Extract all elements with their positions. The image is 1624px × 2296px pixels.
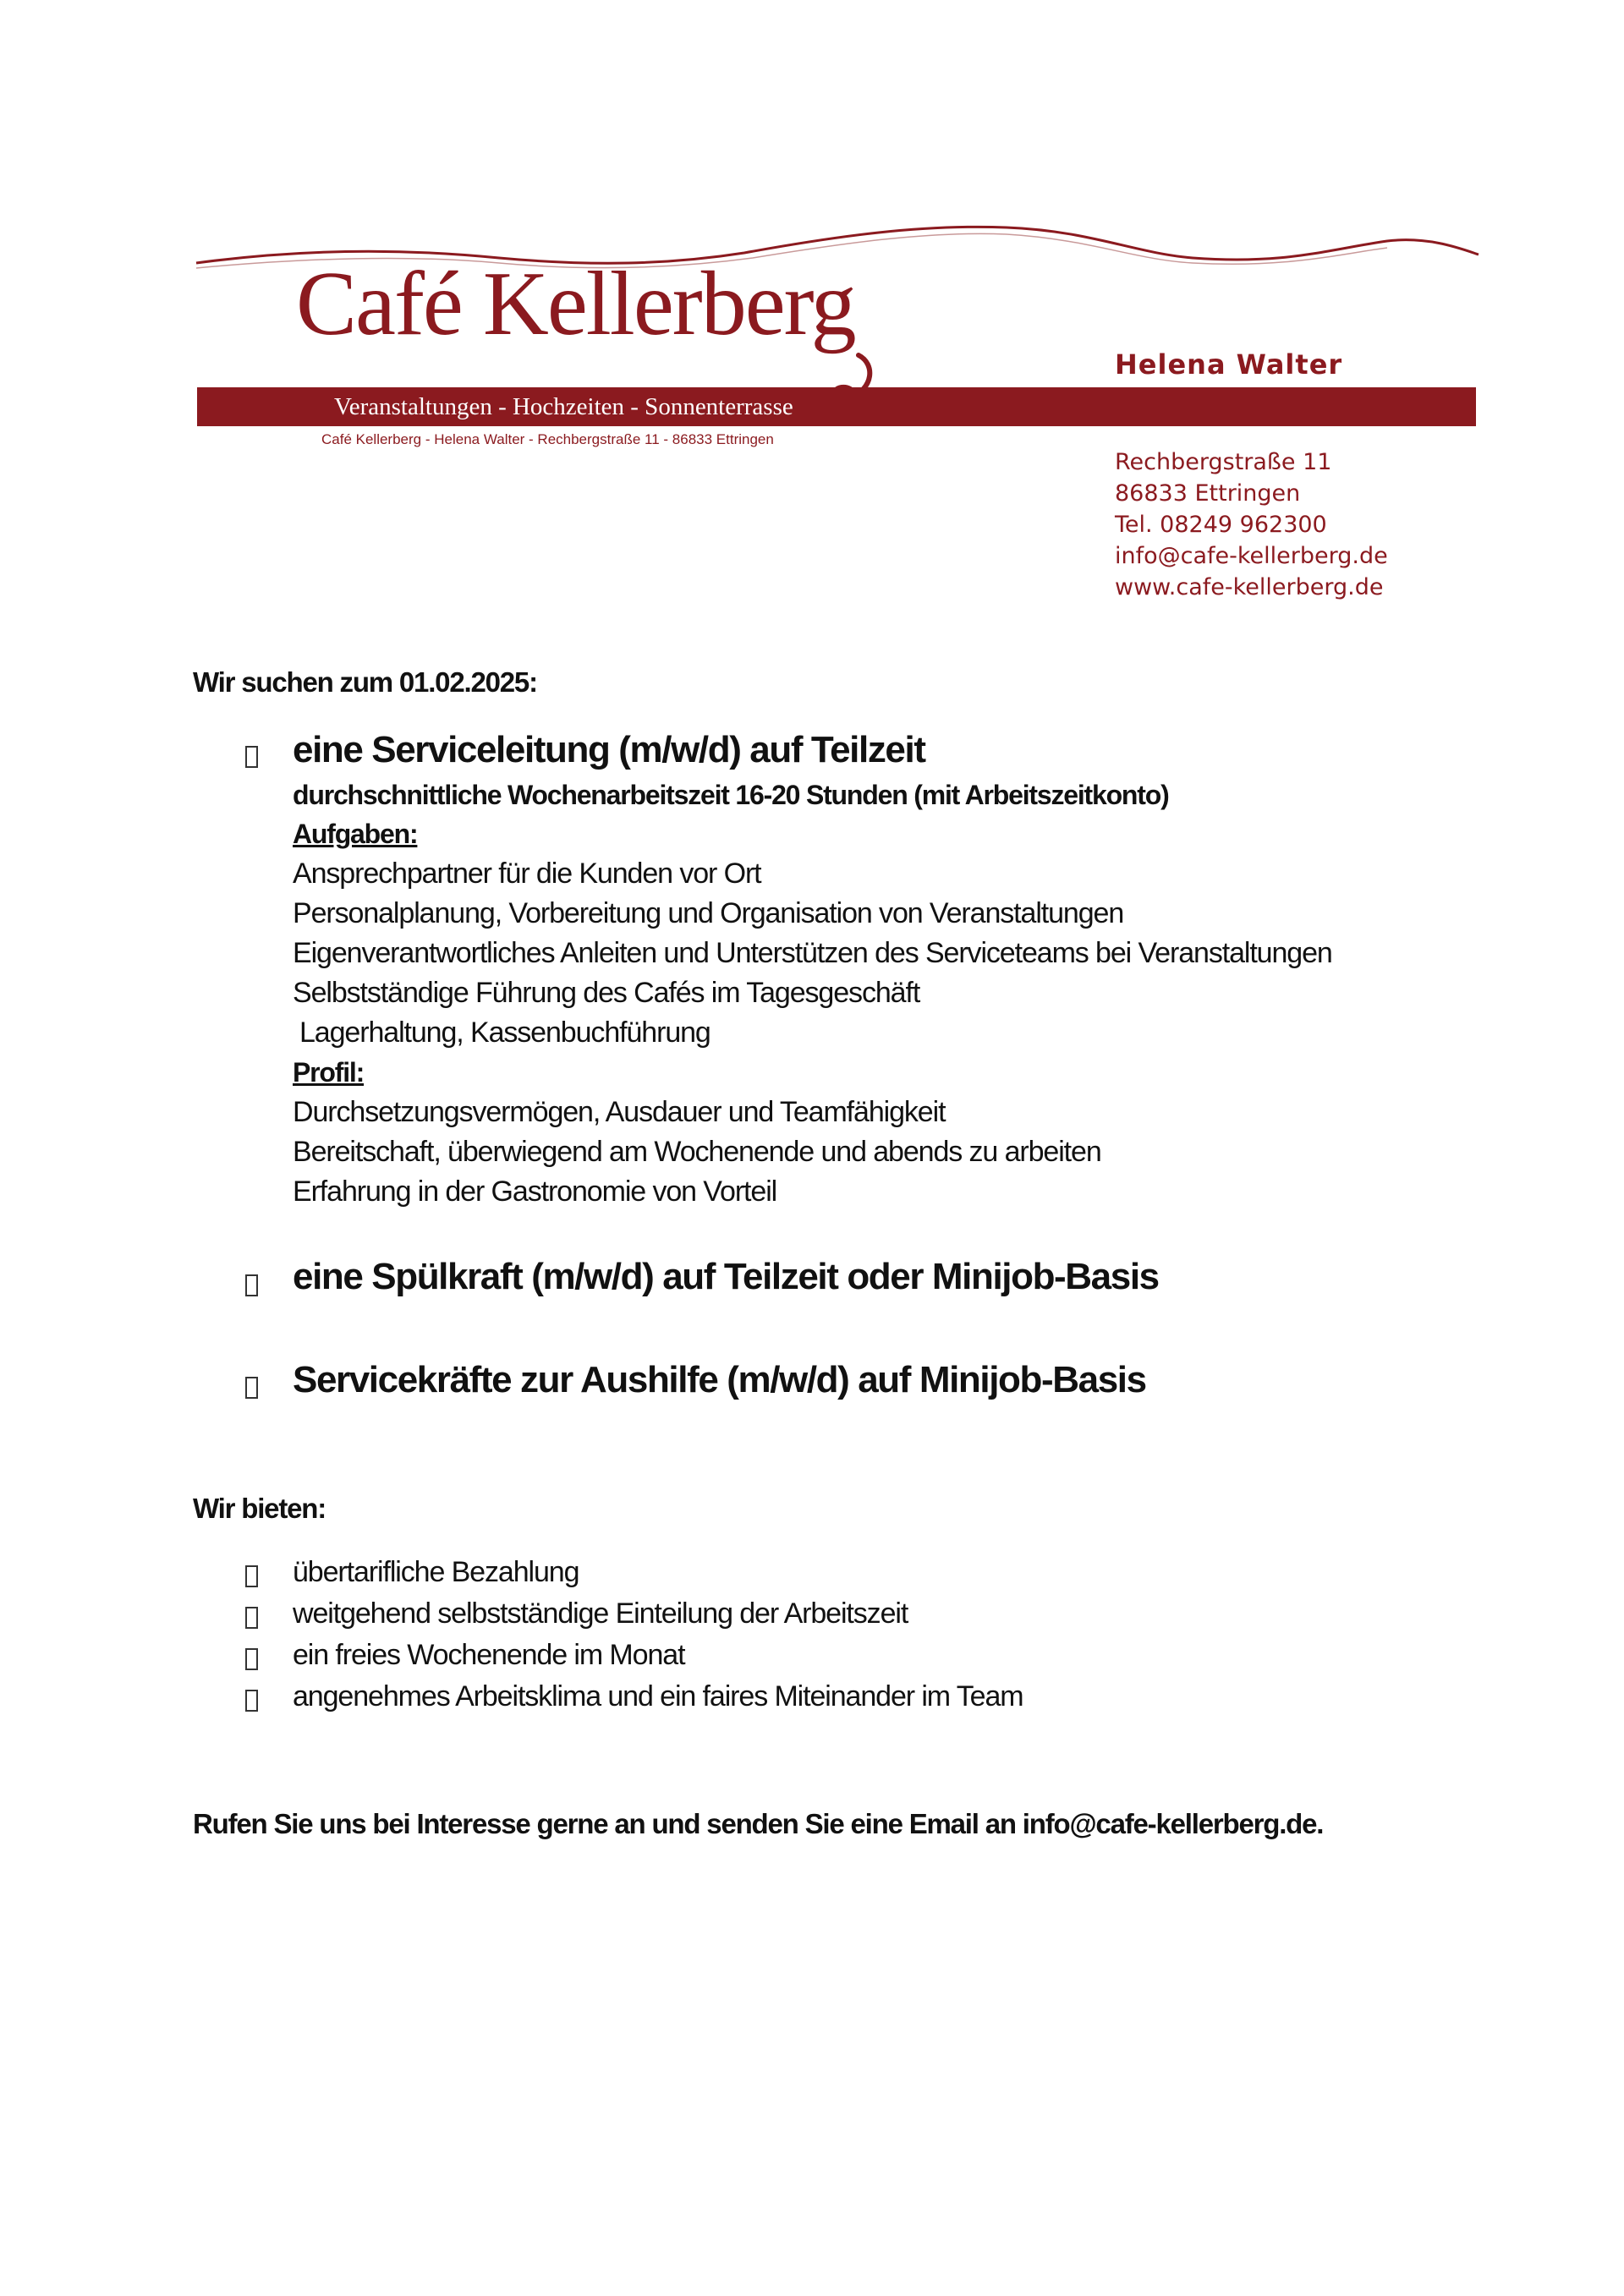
profile-item: Bereitschaft, überwiegend am Wochenende und abends zu arbeiten bbox=[293, 1136, 1101, 1168]
address-city: 86833 Ettringen bbox=[1115, 480, 1301, 507]
empty-box-bullet-icon bbox=[245, 1565, 258, 1587]
search-heading: Wir suchen zum 01.02.2025: bbox=[193, 666, 537, 698]
offer-item: weitgehend selbstständige Einteilung der Arbeitszeit bbox=[293, 1597, 908, 1630]
task-item: Eigenverantwortliches Anleiten und Unterstützen des Serviceteams bei Veranstaltungen bbox=[293, 937, 1332, 969]
sender-return-address: Café Kellerberg - Helena Walter - Rechbergstraße 11 - 86833 Ettringen bbox=[321, 431, 774, 447]
offer-heading: Wir bieten: bbox=[193, 1493, 326, 1524]
address-website: www.cafe-kellerberg.de bbox=[1115, 574, 1384, 600]
empty-box-bullet-icon bbox=[245, 1648, 258, 1670]
brand-tagline: Veranstaltungen - Hochzeiten - Sonnenterrasse bbox=[334, 393, 793, 420]
empty-box-bullet-icon bbox=[245, 1274, 258, 1296]
contact-address-block bbox=[1115, 447, 1388, 603]
tasks-label: Aufgaben: bbox=[293, 819, 418, 849]
offer-item: ein freies Wochenende im Monat bbox=[293, 1639, 685, 1671]
job-title-serviceleitung: eine Serviceleitung (m/w/d) auf Teilzeit bbox=[293, 729, 925, 770]
profile-label: Profil: bbox=[293, 1057, 365, 1088]
task-item: Lagerhaltung, Kassenbuchführung bbox=[299, 1016, 710, 1049]
job-title-servicekraefte: Servicekräfte zur Aushilfe (m/w/d) auf Minijob-Basis bbox=[293, 1359, 1146, 1400]
address-phone: Tel. 08249 962300 bbox=[1115, 512, 1327, 538]
cafe-logo-text: Café Kellerberg bbox=[296, 254, 855, 354]
address-street: Rechbergstraße 11 bbox=[1115, 449, 1332, 475]
address-email: info@cafe-kellerberg.de bbox=[1115, 543, 1388, 569]
profile-item: Durchsetzungsvermögen, Ausdauer und Teamfähigkeit bbox=[293, 1096, 946, 1128]
closing-call-to-action: Rufen Sie uns bei Interesse gerne an und senden Sie eine Email an info@cafe-kellerberg.de. bbox=[193, 1808, 1324, 1839]
letterhead bbox=[0, 0, 1624, 609]
task-item: Selbstständige Führung des Cafés im Tagesgeschäft bbox=[293, 977, 920, 1009]
task-item: Personalplanung, Vorbereitung und Organisation von Veranstaltungen bbox=[293, 897, 1124, 929]
empty-box-bullet-icon bbox=[245, 1377, 258, 1399]
empty-box-bullet-icon bbox=[245, 746, 258, 768]
offer-item: übertarifliche Bezahlung bbox=[293, 1556, 579, 1588]
owner-name: Helena Walter bbox=[1115, 348, 1343, 381]
offer-item: angenehmes Arbeitsklima und ein faires Miteinander im Team bbox=[293, 1680, 1023, 1712]
job-hours: durchschnittliche Wochenarbeitszeit 16-20 Stunden (mit Arbeitszeitkonto) bbox=[293, 780, 1169, 810]
empty-box-bullet-icon bbox=[245, 1690, 258, 1712]
empty-box-bullet-icon bbox=[245, 1607, 258, 1629]
job-title-spuelkraft: eine Spülkraft (m/w/d) auf Teilzeit oder Minijob-Basis bbox=[293, 1256, 1159, 1297]
task-item: Ansprechpartner für die Kunden vor Ort bbox=[293, 858, 761, 890]
profile-item: Erfahrung in der Gastronomie von Vorteil bbox=[293, 1175, 777, 1208]
